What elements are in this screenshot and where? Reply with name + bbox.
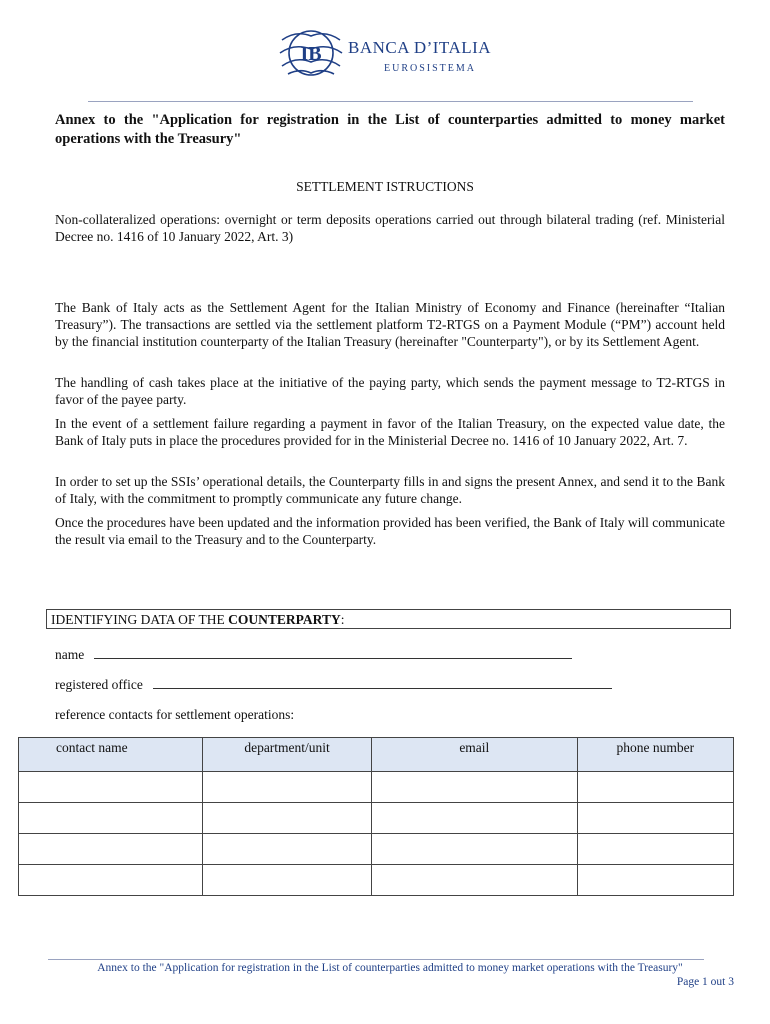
cell-phone-number[interactable] <box>577 803 733 834</box>
section-heading: SETTLEMENT ISTRUCTIONS <box>296 179 474 194</box>
paragraph-ssi-setup: In order to set up the SSIs’ operational details, the Counterparty fills in and signs the present Annex, and send it to the Bank of Italy, with the commitment to promptly communicate any future change. <box>55 474 725 506</box>
table-header-row <box>19 738 734 772</box>
name-input-line[interactable] <box>94 645 572 659</box>
paragraph-settlement-agent: The Bank of Italy acts as the Settlement Agent for the Italian Ministry of Economy and Finance (hereinafter “Italian Treasury”). The transactions are settled via the settlement platform T2-RTGS on a Payment Module (“PM”) account held by the financial institution counterparty of the Italian Treasury (hereinafter "Counterparty"), or by its Settlement Agent. <box>55 300 725 349</box>
cell-contact-name[interactable] <box>19 865 203 896</box>
cell-department-unit[interactable] <box>203 772 372 803</box>
logo-monogram: IB <box>300 43 322 65</box>
registered-office-field <box>55 675 612 693</box>
paragraph-cash-handling: The handling of cash takes place at the initiative of the paying party, which sends the payment message to T2-RTGS in favor of the payee party. <box>55 375 725 407</box>
identifying-data-box <box>46 609 731 629</box>
footer-divider <box>48 959 704 960</box>
cell-department-unit[interactable] <box>203 803 372 834</box>
header-phone-number: phone number <box>577 738 733 772</box>
registered-office-label: registered office <box>55 677 143 692</box>
cell-email[interactable] <box>372 834 577 865</box>
paragraph-settlement-failure: In the event of a settlement failure regarding a payment in favor of the Italian Treasury, on the expected value date, the Bank of Italy puts in place the procedures provided for in the Ministerial Decree no. 1416 of 10 January 2022, Art. 7. <box>55 416 725 448</box>
identifying-bold: COUNTERPARTY <box>228 612 341 627</box>
contacts-table <box>18 737 734 896</box>
header-contact-name: contact name <box>19 738 203 772</box>
header-divider <box>88 101 693 102</box>
table-row <box>19 803 734 834</box>
contacts-label: reference contacts for settlement operations: <box>55 707 295 722</box>
cell-email[interactable] <box>372 865 577 896</box>
page-number: Page 1 out 3 <box>676 976 734 988</box>
table-row <box>19 772 734 803</box>
cell-contact-name[interactable] <box>19 803 203 834</box>
footer-text: Annex to the "Application for registration in the List of counterparties admitted to money market operations with the Treasury" <box>97 962 683 974</box>
cell-phone-number[interactable] <box>577 772 733 803</box>
identifying-suffix: : <box>340 612 345 627</box>
name-label: name <box>55 647 85 662</box>
registered-office-input-line[interactable] <box>153 675 612 689</box>
name-field <box>55 645 572 663</box>
cell-email[interactable] <box>372 803 577 834</box>
cell-contact-name[interactable] <box>19 834 203 865</box>
table-row <box>19 865 734 896</box>
identifying-prefix: IDENTIFYING DATA OF THE <box>51 612 229 627</box>
paragraph-communication: Once the procedures have been updated and the information provided has been verified, the Bank of Italy will communicate the result via email to the Treasury and to the Counterparty. <box>55 515 725 547</box>
bank-emblem-icon <box>276 26 346 80</box>
table-row <box>19 834 734 865</box>
bank-name: BANCA D’ITALIA <box>348 38 492 57</box>
cell-phone-number[interactable] <box>577 865 733 896</box>
intro-paragraph: Non-collateralized operations: overnight or term deposits operations carried out through bilateral trading (ref. Ministerial Decree no. 1416 of 10 January 2022, Art. 3) <box>55 212 725 244</box>
cell-contact-name[interactable] <box>19 772 203 803</box>
cell-phone-number[interactable] <box>577 834 733 865</box>
document-title: Annex to the "Application for registration in the List of counterparties admitted to money market operations with the Treasury" <box>55 112 725 147</box>
bank-logo <box>276 26 516 80</box>
cell-department-unit[interactable] <box>203 865 372 896</box>
cell-email[interactable] <box>372 772 577 803</box>
header-department-unit: department/unit <box>203 738 372 772</box>
header-email: email <box>372 738 577 772</box>
bank-subtitle: EUROSISTEMA <box>384 63 477 74</box>
cell-department-unit[interactable] <box>203 834 372 865</box>
